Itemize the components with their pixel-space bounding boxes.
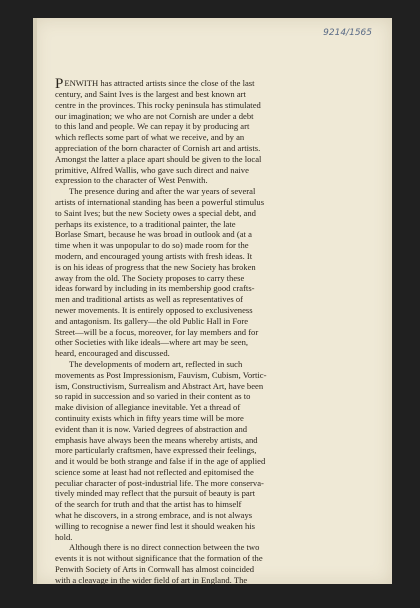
text-line: with a cleavage in the wider field of art in England. The <box>55 574 248 585</box>
text-line: ideas forward by including in its membership good crafts- <box>55 283 255 294</box>
drop-cap: P <box>55 76 64 92</box>
text-line: newer movements. It is entirely opposed to exclusiveness <box>55 304 253 315</box>
text-line: time when it was unpopular to do so) made room for the <box>55 240 249 251</box>
text-line: science some at least had not reflected and epitomised the <box>55 466 254 477</box>
text-line: more particularly craftsmen, have expressed their feelings, <box>55 445 257 456</box>
text-line: and antagonism. Its gallery—the old Public Hall in Fore <box>55 315 249 326</box>
text-line: modern, and encouraged young artists with fresh ideas. It <box>55 250 253 261</box>
text-line: Penwith Society of Arts in Cornwall has almost coincided <box>55 564 255 575</box>
text-line: Street—will be a focus, moreover, for lay members and for <box>55 326 259 337</box>
text-line: other Societies with like ideals—where art may be seen, <box>55 337 249 348</box>
text-line: ism, Constructivism, Surrealism and Abstract Art, have been <box>55 380 264 391</box>
body-text <box>55 78 371 586</box>
text-line: heard, encouraged and discussed. <box>55 348 170 359</box>
text-line: The developments of modern art, reflected in such <box>69 358 243 369</box>
paragraph <box>55 78 371 186</box>
text-line: artists of international standing has been a powerful stimulus <box>55 196 265 207</box>
text-line: peculiar character of post-industrial life. The more conserva- <box>55 477 264 488</box>
text-line: movements as Post Impressionism, Fauvism, Cubism, Vortic- <box>55 369 267 380</box>
text-line: our imagination; we who are not Cornish are under a debt <box>55 110 254 121</box>
text-line: events it is not without significance that the formation of the <box>55 553 263 564</box>
text-line: is on his ideas of progress that the new Society has broken <box>55 261 256 272</box>
text-line: emphasis have always been the means whereby artists, and <box>55 434 258 445</box>
text-line: make division of allegiance inevitable. Yet a thread of <box>55 402 241 413</box>
paragraph <box>55 359 371 543</box>
text-line: century, and Saint Ives is the largest and best known art <box>55 89 246 99</box>
text-line: which reflects some part of what we receive, and by an <box>55 132 245 143</box>
paragraph <box>55 542 371 585</box>
text-line: men and traditional artists as well as representatives of <box>55 294 244 305</box>
text-line-rest: ENWITH has attracted artists since the close of the last <box>64 78 255 88</box>
text-line: primitive, Alfred Wallis, who gave such direct and naive <box>55 164 249 175</box>
text-line: Amongst the latter a place apart should be given to the local <box>55 153 262 164</box>
text-line: tively minded may reflect that the pursuit of beauty is part <box>55 488 255 499</box>
paragraph <box>55 186 371 359</box>
text-line: willing to recognise a newer find lest it should weaken his <box>55 520 255 531</box>
text-line: expression to the character of West Penwith. <box>55 175 208 186</box>
archive-reference-annotation: 9214/1565 <box>323 28 372 38</box>
text-line: The presence during and after the war years of several <box>69 186 256 197</box>
text-line: evident than it is now. Varied degrees of abstraction and <box>55 423 248 434</box>
text-line: Borlase Smart, because he was broad in outlook and (at a <box>55 229 252 240</box>
text-line: perhaps its existence, to a traditional painter, the late <box>55 218 236 229</box>
text-line: to this land and people. We can repay it by producing art <box>55 121 250 132</box>
text-line: away from the old. The Society proposes to carry these <box>55 272 245 283</box>
text-line: appreciation of the born character of Cornish art and artists. <box>55 142 261 153</box>
page-fold-shadow <box>33 18 37 584</box>
text-line: what he discovers, in a strong embrace, and is not always <box>55 510 253 521</box>
text-line: continuity exists which in fifty years time will be more <box>55 412 244 423</box>
text-line: and it would be both strange and false if in the age of applied <box>55 456 266 467</box>
text-line: so rapid in succession and so varied in their content as to <box>55 391 251 402</box>
text-line <box>55 76 371 92</box>
text-line: centre in the provinces. This rocky peninsula has stimulated <box>55 99 261 110</box>
text-line: hold. <box>55 531 73 542</box>
text-line: to Saint Ives; but the new Society owes a special debt, and <box>55 207 256 218</box>
text-line: of the search for truth and that the artist has to himself <box>55 499 242 510</box>
text-line: Although there is no direct connection between the two <box>69 542 260 553</box>
